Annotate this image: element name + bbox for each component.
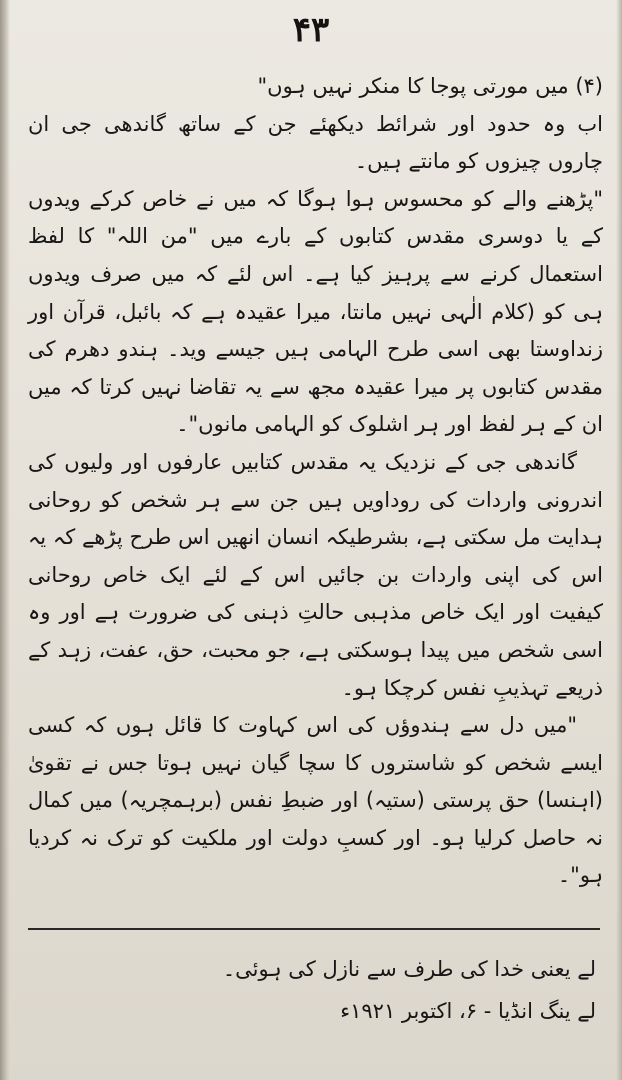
page-number: ۴۳ <box>292 10 330 50</box>
footnotes <box>36 948 596 1032</box>
paragraph-gandhi-view: گاندھی جی کے نزدیک یہ مقدس کتابیں عارفوں اور ولیوں کی اندرونی واردات کی روداویں ہیں جن سے ہر شخص کو روحانی ہدایت مل سکتی ہے، بشرطیکہ انسان انھیں اس طرح پڑھے کہ یہ اس کی اپنی واردات بن جائیں اس کے لئے ایک خاص روحانی کیفیت اور ایک خاص مذہبی حالتِ ذہنی کی ضرورت ہے اور وہ اسی شخص میں پیدا ہوسکتی ہے، جو محبت، حق، عفت، زہد کے ذریعے تہذیبِ نفس کرچکا ہو۔ <box>28 449 603 700</box>
paragraph-conditions-intro: اب وہ حدود اور شرائط دیکھئے جن کے ساتھ گاندھی جی ان چاروں چیزوں کو مانتے ہیں۔ <box>28 111 603 174</box>
footnote-1: لے یعنی خدا کی طرف سے نازل کی ہوئی۔ <box>222 957 596 981</box>
paragraph-quote-shastras: "میں دل سے ہندوؤں کی اس کہاوت کا قائل ہوں کہ کسی ایسے شخص کو شاستروں کا سچا گیان نہیں ہوتا جس نے تقویٰ (اہنسا) حق پرستی (ستیہ) اور ضبطِ نفس (برہمچریہ) میں کمال نہ حاصل کرلیا ہو۔ اور کسبِ دولت اور ملکیت کو ترک نہ کردیا ہو"۔ <box>28 713 603 888</box>
footnote-divider <box>28 928 600 930</box>
body-text <box>28 68 603 895</box>
paragraph-item-4: (۴) میں مورتی پوجا کا منکر نہیں ہوں" <box>257 74 603 98</box>
page-binding-shadow <box>0 0 10 1080</box>
paragraph-quote-scriptures: "پڑھنے والے کو محسوس ہوا ہوگا کہ میں نے خاص کرکے ویدوں کے یا دوسری مقدس کتابوں کے بارے میں "من اللہ" کا لفظ استعمال کرنے سے پرہیز کیا ہے۔ اس لئے کہ میں صرف ویدوں ہی کو (کلام الٰہی نہیں مانتا، میرا عقیدہ ہے کہ بائبل، قرآن اور زنداوستا بھی اسی طرح الہامی ہیں جیسے وید۔ ہندو دھرم کی مقدس کتابوں پر میرا عقیدہ مجھ سے یہ تقاضا نہیں کرتا کہ میں ان کے ہر لفظ اور ہر اشلوک کو الہامی مانوں"۔ <box>28 186 603 437</box>
footnote-2: لے ینگ انڈیا - ۶، اکتوبر ۱۹۲۱ء <box>340 999 596 1023</box>
page-edge-shadow <box>616 0 622 1080</box>
